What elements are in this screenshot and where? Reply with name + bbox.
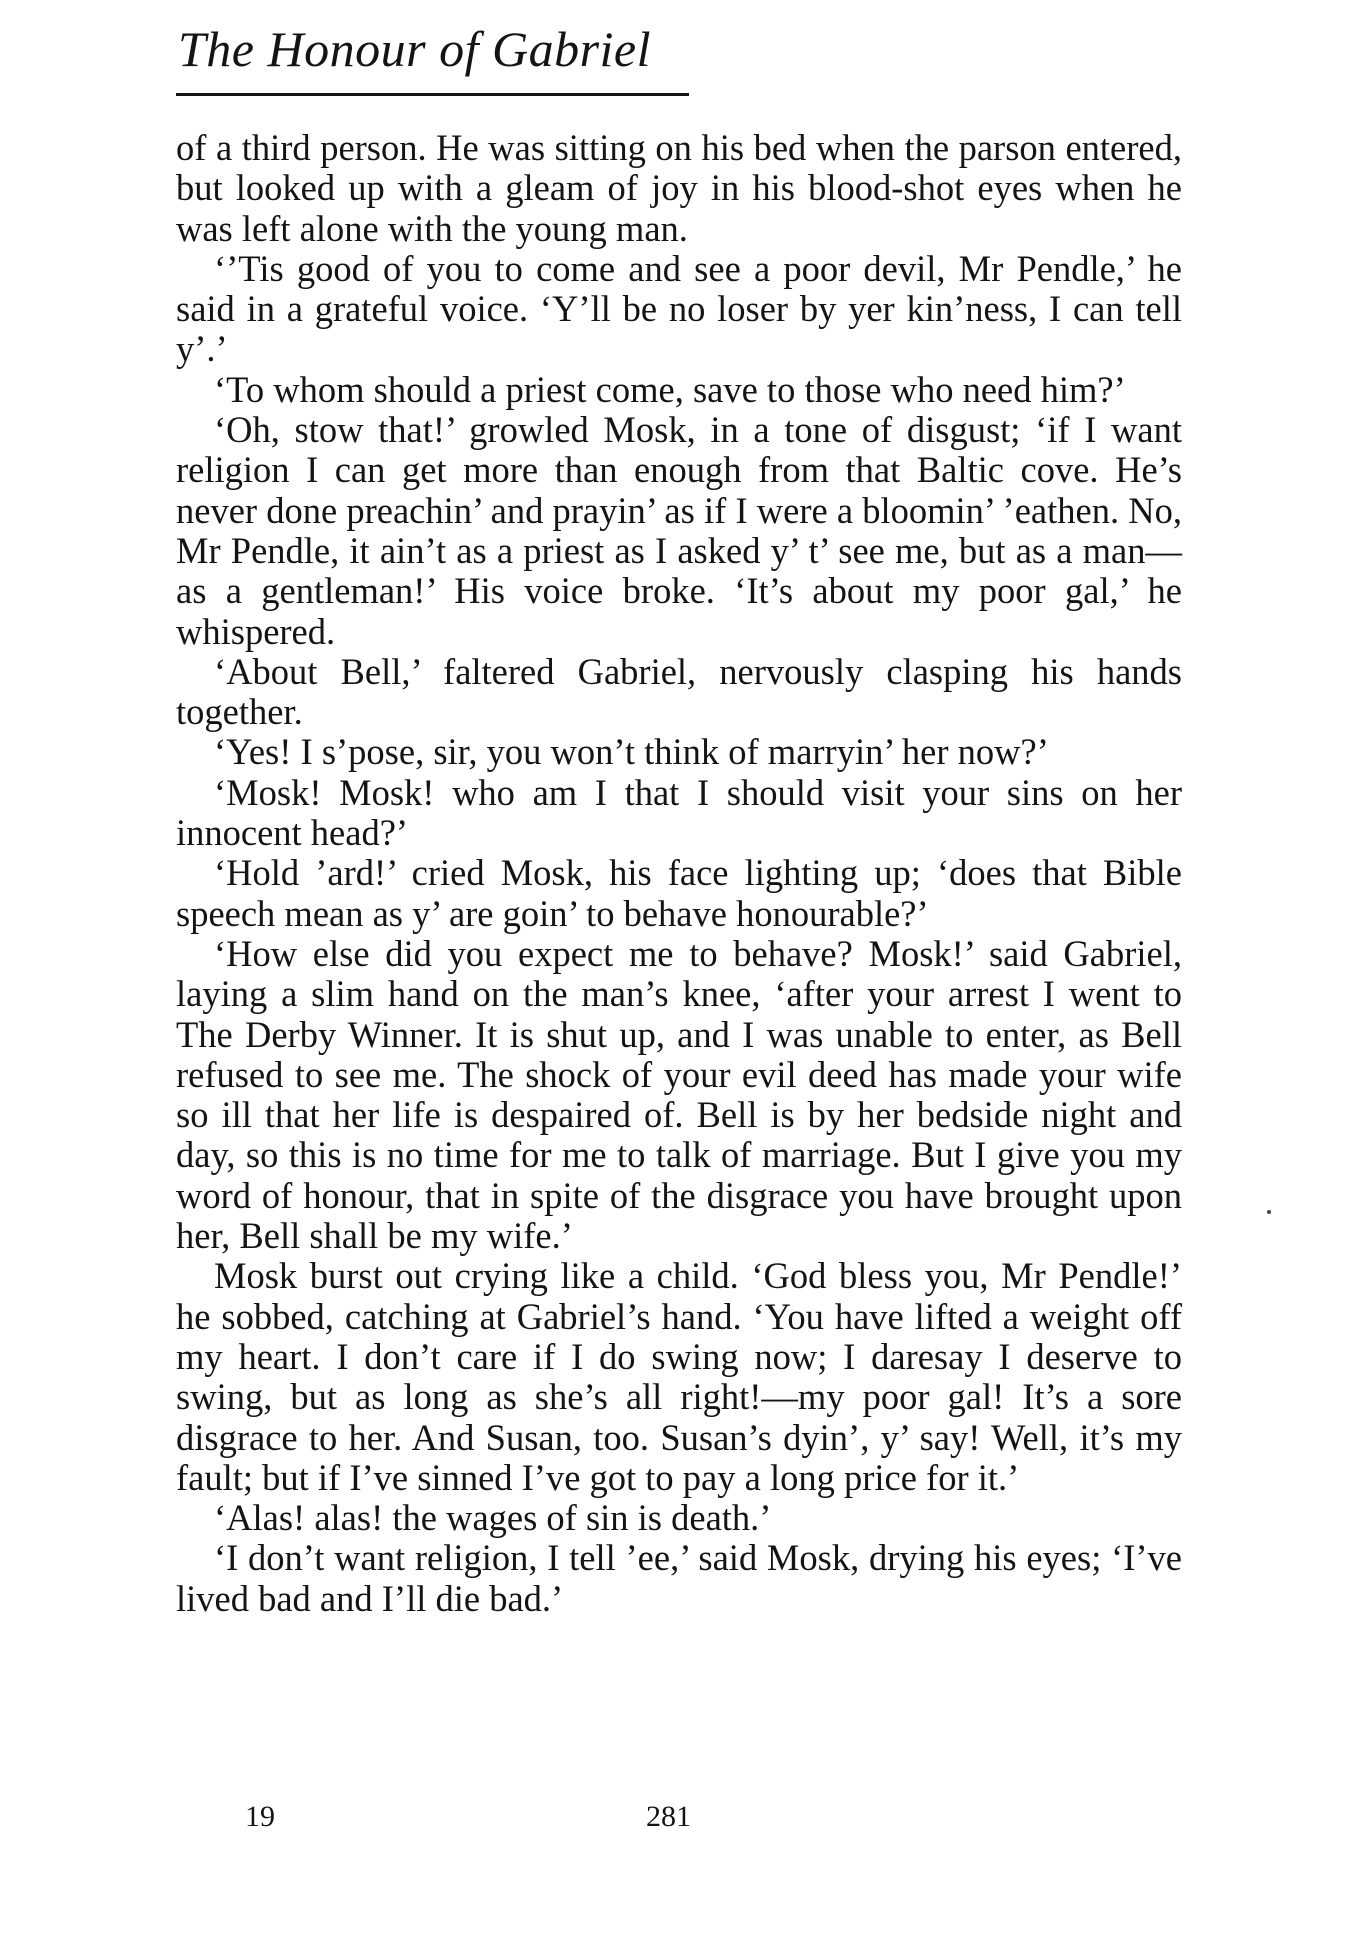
paragraph: ‘About Bell,’ faltered Gabriel, nervously clasping his hands together.: [176, 650, 1182, 733]
paragraph: ‘Alas! alas! the wages of sin is death.’: [214, 1497, 772, 1539]
header-rule: [176, 93, 689, 96]
paragraph: ‘Yes! I s’pose, sir, you won’t think of marryin’ her now?’: [214, 731, 1049, 773]
paragraph: Mosk burst out crying like a child. ‘God bless you, Mr Pendle!’ he sobbed, catching at Gabriel’s hand. ‘You have lifted a weight off my heart. I don’t care if I do swing now; I daresay I deserve to swing, but as long as she’s all right!—my poor gal! It’s a sore disgrace to her. And Susan, too. Susan’s dyin’, y’ say! Well, it’s my fault; but if I’ve sinned I’ve got to pay a long price for it.’: [176, 1255, 1182, 1498]
body-text: [176, 128, 1182, 1619]
paragraph: ‘’Tis good of you to come and see a poor devil, Mr Pendle,’ he said in a grateful voice. ‘Y’ll be no loser by yer kin’ness, I can tell y’.’: [176, 247, 1182, 370]
page-number: 281: [646, 1800, 691, 1833]
paragraph: ‘To whom should a priest come, save to those who need him?’: [214, 368, 1126, 410]
paragraph: ‘I don’t want religion, I tell ’ee,’ said Mosk, drying his eyes; ‘I’ve lived bad and I’ll die bad.’: [176, 1537, 1182, 1619]
paragraph: of a third person. He was sitting on his bed when the parson entered, but looked up with a gleam of joy in his blood-shot eyes when he was left alone with the young man.: [176, 127, 1182, 249]
paragraph: ‘Mosk! Mosk! who am I that I should visit your sins on her innocent head?’: [176, 771, 1182, 854]
ink-speck: [1267, 1210, 1271, 1214]
paragraph: ‘Oh, stow that!’ growled Mosk, in a tone of disgust; ‘if I want religion I can get more than enough from that Baltic cove. He’s never done preachin’ and prayin’ as if I were a bloomin’ ’eathen. No, Mr Pendle, it ain’t as a priest as I asked y’ t’ see me, but as a man—as a gentleman!’ His voice broke. ‘It’s about my poor gal,’ he whispered.: [176, 409, 1182, 652]
signature-mark: 19: [245, 1800, 275, 1833]
paragraph: ‘How else did you expect me to behave? Mosk!’ said Gabriel, laying a slim hand on the man’s knee, ‘after your arrest I went to The Derby Winner. It is shut up, and I was unable to enter, as Bell refused to see me. The shock of your evil deed has made your wife so ill that her life is despaired of. Bell is by her bedside night and day, so this is no time for me to talk of marriage. But I give you my word of honour, that in spite of the disgrace you have brought upon her, Bell shall be my wife.’: [176, 932, 1182, 1257]
running-head: The Honour of Gabriel: [178, 21, 651, 77]
paragraph: ‘Hold ’ard!’ cried Mosk, his face lighting up; ‘does that Bible speech mean as y’ are goin’ to behave honourable?’: [176, 852, 1182, 934]
